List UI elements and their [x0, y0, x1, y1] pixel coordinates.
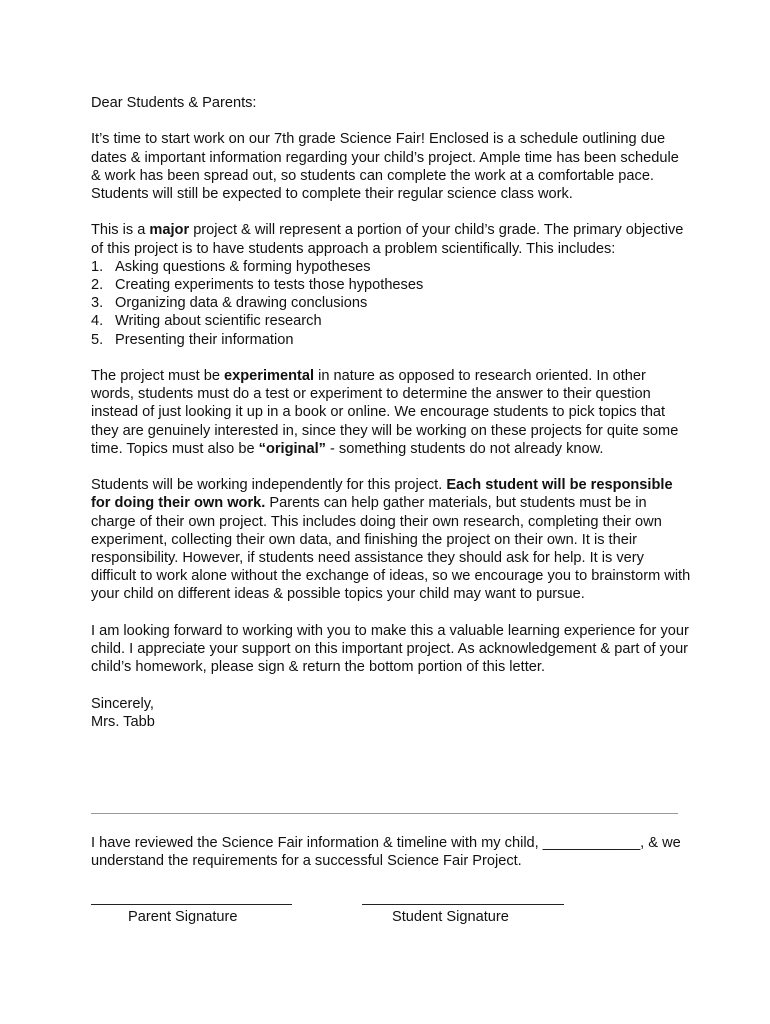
- student-signature-line[interactable]: [362, 904, 564, 905]
- letter-body: [91, 94, 691, 731]
- objective-paragraph: This is a major project & will represent a portion of your child’s grade. The primary objective of this project is to have students approach a problem scientifically. This includes:: [91, 222, 684, 257]
- acknowledgement-statement: I have reviewed the Science Fair information & timeline with my child, ____________, & we understand the requirements for a successful Science Fair Project.: [91, 835, 681, 870]
- parent-signature-label: Parent Signature: [128, 909, 238, 925]
- objectives-list: [91, 258, 691, 349]
- own-work-emphasis: Each student will be responsible for doing their own work.: [91, 477, 673, 512]
- intro-paragraph: It’s time to start work on our 7th grade Science Fair! Enclosed is a schedule outlining due dates & important information regarding your child’s project. Ample time has been schedule & work has been spread out, so students can complete the work at a comfortable pace. Students will still be expected to complete their regular science class work.: [91, 131, 679, 202]
- major-emphasis: major: [149, 222, 190, 239]
- list-item: 1. Asking questions & forming hypotheses: [91, 258, 371, 275]
- signature-name: Mrs. Tabb: [91, 713, 155, 730]
- greeting: Dear Students & Parents:: [91, 95, 257, 111]
- cut-divider: [91, 813, 678, 814]
- experimental-paragraph: The project must be experimental in nature as opposed to research oriented. In other words, students must do a test or experiment to determine the answer to their question instead of just looking it up in a book or online. We encourage students to pick topics that they are genuinely interested in, since they will be working on these projects for quite some time. Topics must also be “original” - something students do not already know.: [91, 368, 679, 457]
- list-item: 5. Presenting their information: [91, 331, 294, 348]
- list-item: 4. Writing about scientific research: [91, 313, 322, 330]
- independence-paragraph: Students will be working independently for this project. Each student will be responsible for doing their own work. Parents can help gather materials, but students must be in charge of their own project. This includes doing their own research, completing their own experiment, collecting their own data, and finishing the project on their own. It is their responsibility. However, if students need assistance they should ask for help. It is very difficult to work alone without the exchange of ideas, so we encourage you to brainstorm with your child on different ideas & possible topics your child may want to pursue.: [91, 477, 691, 603]
- list-item: 2. Creating experiments to tests those hypotheses: [91, 277, 424, 293]
- closing: Sincerely, Mrs. Tabb: [91, 695, 155, 730]
- experimental-emphasis: experimental: [224, 368, 315, 384]
- student-signature-label: Student Signature: [392, 909, 509, 925]
- parent-signature-line[interactable]: [91, 904, 292, 905]
- list-item: 3. Organizing data & drawing conclusions: [91, 295, 368, 312]
- original-emphasis: “original”: [258, 440, 326, 457]
- support-paragraph: I am looking forward to working with you to make this a valuable learning experience for your child. I appreciate your support on this important project. As acknowledgement & part of your child’s homework, please sign & return the bottom portion of this letter.: [91, 622, 689, 676]
